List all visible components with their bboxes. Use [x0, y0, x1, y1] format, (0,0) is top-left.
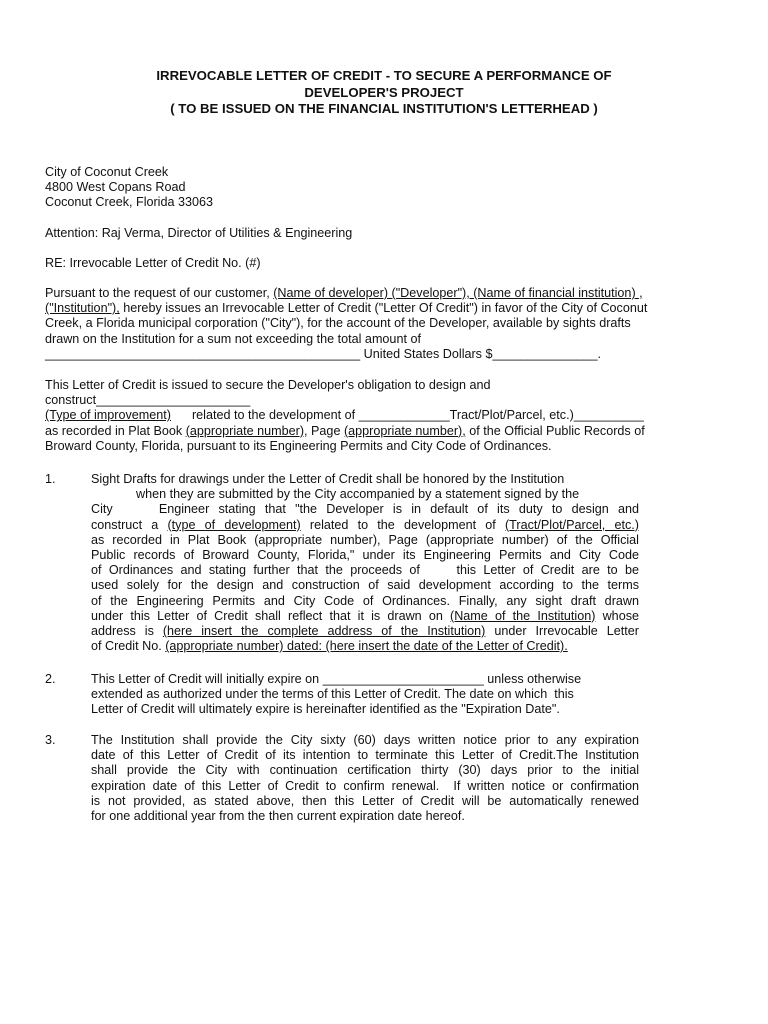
item-1-text [91, 472, 639, 654]
document-title [0, 68, 768, 118]
construct-blank: ______________________ [96, 393, 251, 408]
attention-line: Attention: Raj Verma, Director of Utilities & Engineering [45, 226, 353, 240]
p2-text: This Letter of Credit is issued to secure the Developer's obligation to design and [45, 378, 491, 392]
p2-text: related to the development of [170, 408, 359, 423]
p1-text: United States Dollars $ [360, 346, 493, 361]
item-3-line: expiration date of this Letter of Credit to confirm renewal. If written notice or confirmation [91, 778, 639, 793]
item-1-line: under this Letter of Credit shall reflect that it is drawn on [91, 608, 451, 623]
item-3-line: date of this Letter of Credit of its intention to terminate this Letter of Credit.The Institution [91, 748, 639, 763]
p2-text: Broward County, Florida, pursuant to its Engineering Permits and City Code of Ordinances. [45, 438, 552, 453]
item-1-line: construct a [91, 517, 168, 532]
tract-blank: _____________Tract/Plot/Parcel, etc.)__________ [358, 408, 644, 423]
item-3-line: The Institution shall provide the City sixty (60) days written notice prior to any expiration [91, 733, 639, 747]
expiry-blank: _______________________ [322, 672, 484, 686]
re-line: RE: Irrevocable Letter of Credit No. (#) [45, 256, 261, 270]
improvement-placeholder: (Type of improvement) [45, 408, 171, 423]
item-1-line: under Irrevocable Letter [485, 624, 639, 639]
p1-institution-placeholder: ("Institution"), [45, 301, 120, 316]
item-1-line: of the Engineering Permits and City Code of Ordinances. Finally, any sight draft drawn [91, 593, 639, 608]
tract-placeholder: (Tract/Plot/Parcel, etc.) [504, 517, 639, 532]
title-line-3: ( TO BE ISSUED ON THE FINANCIAL INSTITUTION'S LETTERHEAD ) [170, 101, 598, 116]
item-1-line: Sight Drafts for drawings under the Letter of Credit shall be honored by the Institution [91, 472, 565, 486]
address-line-2: 4800 West Copans Road [45, 180, 186, 195]
address-line-3: Coconut Creek, Florida 33063 [45, 195, 214, 210]
item-2-line: Letter of Credit will ultimately expire is hereinafter identified as the "Expiration Date". [91, 702, 560, 717]
p1-text: hereby issues an Irrevocable Letter of Credit ("Letter Of Credit") in favor of the City of Coconut [119, 301, 648, 316]
institution-address-placeholder: (here insert the complete address of the Institution) [162, 624, 486, 639]
dollar-blank: _______________. [492, 346, 602, 361]
p1-text: Creek, a Florida municipal corporation ("City"), for the account of the Developer, available by sights drafts [45, 316, 631, 331]
item-3-line: shall provide the City with continuation certification thirty (30) days prior to the initial [91, 763, 639, 778]
paragraph-obligation [45, 378, 705, 454]
item-2-text [91, 672, 639, 718]
letter-number-date-placeholder: (appropriate number) dated: (here insert the date of the Letter of Credit). [165, 639, 568, 654]
p2-text: as recorded in Plat Book [45, 423, 186, 438]
item-2-line: unless otherwise [483, 672, 582, 686]
title-line-2: DEVELOPER'S PROJECT [304, 84, 464, 100]
recipient-address [45, 165, 705, 211]
item-3-number: 3. [45, 733, 56, 747]
item-1-line: Public records of Broward County, Florida," under its Engineering Permits and City Code [91, 548, 639, 563]
address-line-1: City of Coconut Creek [45, 165, 169, 179]
item-1-line: of Ordinances and stating further that the proceeds of this Letter of Credit are to be [91, 563, 639, 578]
item-1-line: address is [91, 624, 163, 639]
item-3-line: for one additional year from the then current expiration date hereof. [91, 809, 465, 824]
item-2-line: This Letter of Credit will initially expire on [91, 672, 323, 686]
p2-text: of the Official Public Records of [465, 423, 645, 438]
amount-blank: _____________________________________________ [45, 346, 361, 361]
item-1-line: as recorded in Plat Book (appropriate number), Page (appropriate number) of the Official [91, 532, 639, 547]
plat-book-placeholder: (appropriate number), [185, 423, 308, 438]
item-1-line: of Credit No. [91, 639, 166, 654]
p1-developer-placeholder: (Name of developer) ("Developer"), (Name of financial institution) , [273, 286, 643, 300]
item-3-text [91, 733, 639, 824]
p2-text: construct [45, 393, 97, 408]
item-2-line: extended as authorized under the terms of this Letter of Credit. The date on which this [91, 687, 574, 702]
p2-text: Page [307, 423, 344, 438]
page-placeholder: (appropriate number), [343, 423, 466, 438]
item-1-line: related to the development of [300, 517, 505, 532]
p1-text: Pursuant to the request of our customer, [45, 286, 274, 300]
title-line-1: IRREVOCABLE LETTER OF CREDIT - TO SECURE A PERFORMANCE OF [156, 68, 612, 83]
item-1-line: used solely for the design and construction of said development according to the terms [91, 578, 639, 593]
institution-name-placeholder: (Name of the Institution) [450, 608, 596, 623]
item-3-line: is not provided, as stated above, then this Letter of Credit will be automatically renewed [91, 793, 639, 808]
item-2-number: 2. [45, 672, 56, 686]
item-1-line: City Engineer stating that "the Developer is in default of its duty to design and [91, 502, 639, 517]
item-1-line: when they are submitted by the City accompanied by a statement signed by the [136, 487, 580, 502]
p1-text: drawn on the Institution for a sum not exceeding the total amount of [45, 331, 421, 346]
paragraph-request [45, 286, 705, 362]
item-1-number: 1. [45, 472, 56, 486]
item-1-line: whose [595, 608, 639, 623]
development-type-placeholder: (type of development) [167, 517, 301, 532]
